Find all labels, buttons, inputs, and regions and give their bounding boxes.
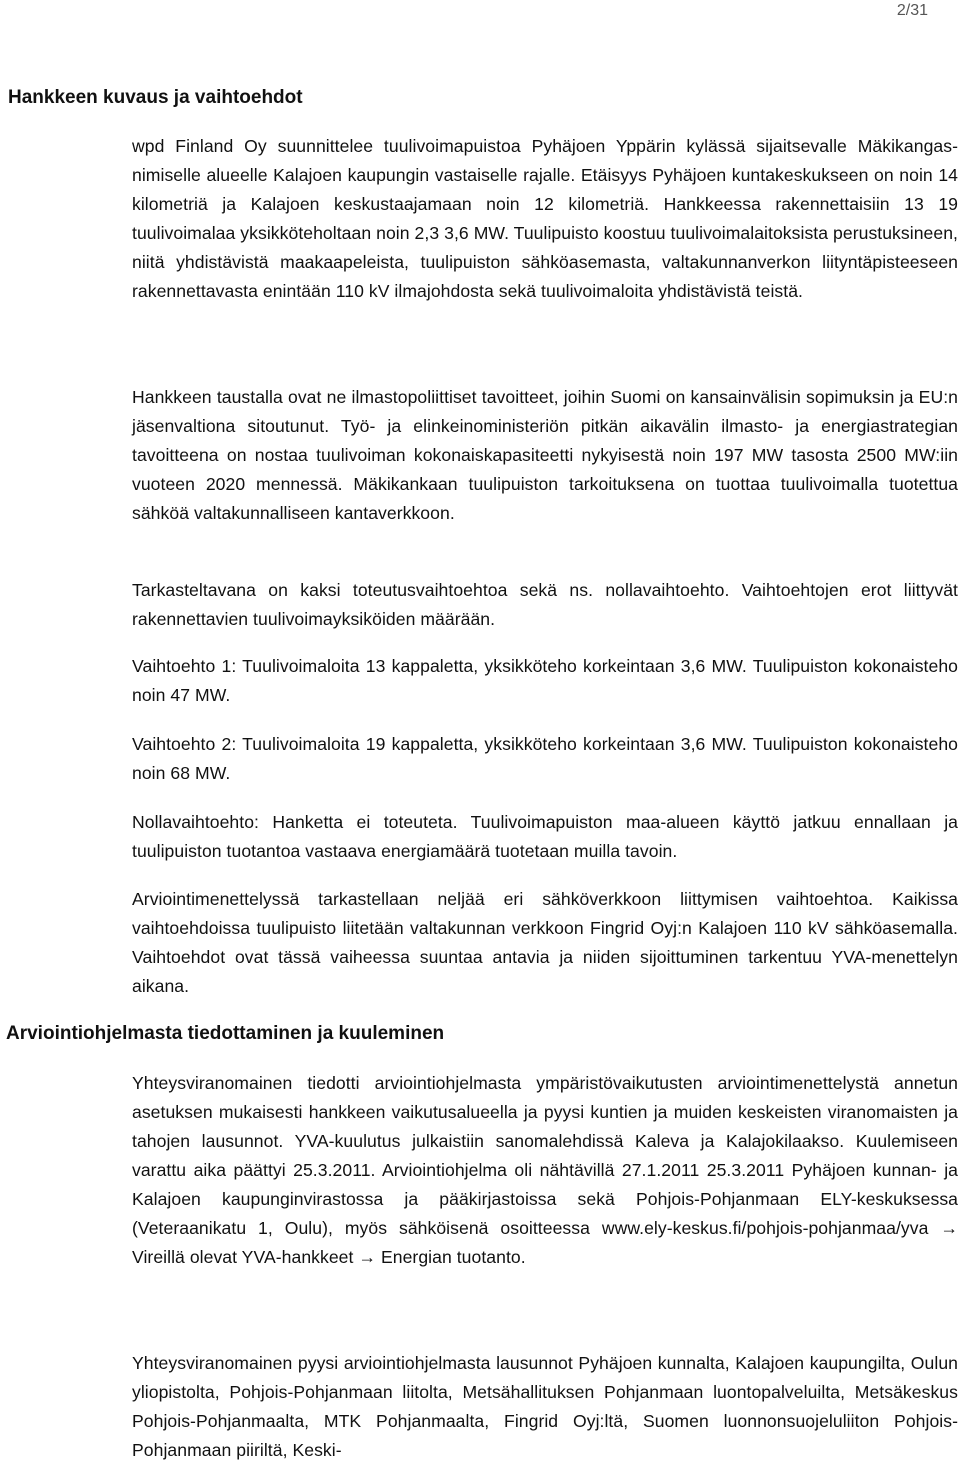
- paragraph-alternatives-intro: Tarkasteltavana on kaksi toteutusvaihtoehtoa sekä ns. nollavaihtoehto. Vaihtoehtojen erot liittyvät rakennettavien tuulivoimayksiköiden määrään.: [132, 580, 958, 629]
- page-number: 2/31: [896, 2, 928, 19]
- paragraph-climate-goals: Hankkeen taustalla ovat ne ilmastopoliittiset tavoitteet, joihin Suomi on kansainvälisin sopimuksin ja EU:n jäsenvaltiona sitoutunut. Työ- ja elinkeinoministeriön pitkän aikavälin ilmasto- ja energiastrategian tavoitteena on nostaa tuulivoiman kokonaiskapasiteetti nykyisestä noin 197 MW tasosta 2500 MW:iin vuoteen 2020 mennessä. Mäkikankaan tuulipuiston tarkoituksena on tuottaa tuulivoimalla tuotettua sähköä valtakunnalliseen kantaverkkoon.: [132, 387, 958, 523]
- section-heading-project-description: Hankkeen kuvaus ja vaihtoehdot: [8, 87, 303, 108]
- paragraph-project-overview: wpd Finland Oy suunnittelee tuulivoimapuistoa Pyhäjoen Yppärin kylässä sijaitsevalle Mäkikangas-nimiselle alueelle Kalajoen kaupungin vastaiselle rajalle. Etäisyys Pyhäjoen kuntakeskukseen on noin 14 kilometriä ja Kalajoen keskustaajamaan noin 12 kilometriä. Hankkeessa rakennettaisiin 13 19 tuulivoimalaa yksikköteholtaan noin 2,3 3,6 MW. Tuulipuisto koostuu tuulivoimalaitoksista perustuksineen, niitä yhdistävistä maakaapeleista, tuulipuiston sähköasemasta, valtakunnanverkon liityntäpisteeseen rakennettavasta enintään 110 kV ilmajohdosta sekä tuulivoimaloita yhdistävistä teistä.: [132, 136, 958, 301]
- paragraph-grid-connection: Arviointimenettelyssä tarkastellaan neljää eri sähköverkkoon liittymisen vaihtoehtoa. Kaikissa vaihtoehdoissa tuulipuisto liitetään valtakunnan verkkoon Fingrid Oyj:n Kalajoen 110 kV sähköasemalla. Vaihtoehdot ovat tässä vaiheessa suuntaa antavia ja niiden sijoittuminen tarkentuu YVA-menettelyn aikana.: [132, 889, 958, 996]
- paragraph-alternative-1: Vaihtoehto 1: Tuulivoimaloita 13 kappaletta, yksikköteho korkeintaan 3,6 MW. Tuulipuiston kokonaisteho noin 47 MW.: [132, 656, 958, 705]
- paragraph-statements-requested: Yhteysviranomainen pyysi arviointiohjelmasta lausunnot Pyhäjoen kunnalta, Kalajoen kaupungilta, Oulun yliopistolta, Pohjois-Pohjanmaan liitolta, Metsähallituksen Pohjanmaan luontopalveluilta, Metsäkeskus Pohjois-Pohjanmaalta, MTK Pohjanmaalta, Fingrid Oyj:ltä, Suomen luonnonsuojeluliiton Pohjois-Pohjanmaan piiriltä, Keski-: [132, 1353, 958, 1460]
- paragraph-zero-alternative: Nollavaihtoehto: Hanketta ei toteuteta. Tuulivoimapuiston maa-alueen käyttö jatkuu ennallaan ja tuulipuiston tuotantoa vastaava energiamäärä tuotetaan muilla tavoin.: [132, 812, 958, 861]
- paragraph-alternative-2: Vaihtoehto 2: Tuulivoimaloita 19 kappaletta, yksikköteho korkeintaan 3,6 MW. Tuulipuiston kokonaisteho noin 68 MW.: [132, 734, 958, 783]
- section-heading-consultation: Arviointiohjelmasta tiedottaminen ja kuuleminen: [6, 1023, 445, 1044]
- paragraph-announcement: Yhteysviranomainen tiedotti arviointiohjelmasta ympäristövaikutusten arviointimenettelystä annetun asetuksen mukaisesti hankkeen vaikutusalueella ja pyysi kuntien ja muiden keskeisten viranomaisten ja tahojen lausunnot. YVA-kuulutus julkaistiin sanomalehdissä Kaleva ja Kalajokilaakso. Kuulemiseen varattu aika päättyi 25.3.2011. Arviointiohjelma oli nähtävillä 27.1.2011 25.3.2011 Pyhäjoen kunnan- ja Kalajoen kaupunginvirastossa ja pääkirjastoissa sekä Pohjois-Pohjanmaan ELY-keskuksessa (Veteraanikatu 1, Oulu), myös sähköisenä osoitteessa www.ely-keskus.fi/pohjois-pohjanmaa/yva → Vireillä olevat YVA-hankkeet → Energian tuotanto.: [132, 1073, 958, 1267]
